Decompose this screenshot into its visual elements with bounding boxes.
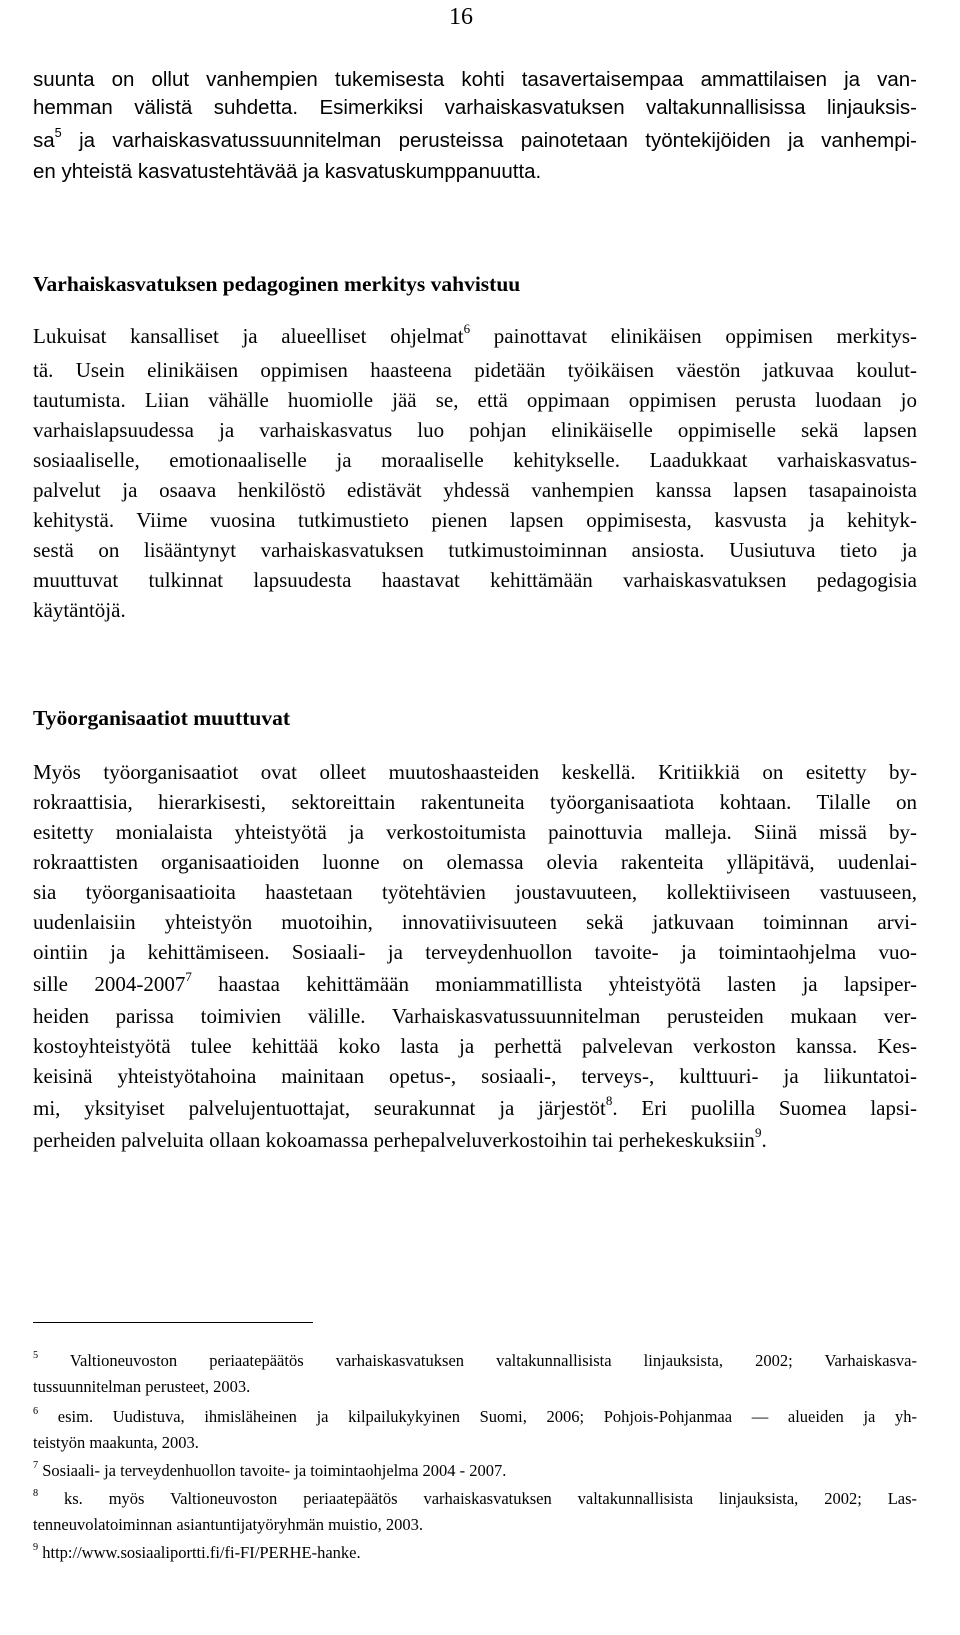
body-line: esitetty monialaista yhteistyötä ja verkostoitumista painottuvia malleja. Siinä missä by- [33,820,917,844]
section-heading-work-organisations: Työorganisaatiot muuttuvat [33,706,291,730]
body-line: kehitystä. Viime vuosina tutkimustieto pienen lapsen oppimisesta, kasvusta ja kehityk- [33,508,917,532]
footnote-5-cont: tussuunnitelman perusteet, 2003. [33,1377,251,1396]
intro-line: suunta on ollut vanhempien tukemisesta kohti tasavertaisempaa ammattilaisen ja van- [33,68,917,91]
text-segment: . [761,1128,767,1152]
body-line: käytäntöjä. [33,598,126,622]
intro-line [33,127,917,155]
footnote-number: 6 [33,1405,39,1417]
body-line [33,970,917,998]
footnote-separator [33,1322,313,1323]
text-segment: mi, yksityiset palvelujentuottajat, seurakunnat ja järjestöt [33,1096,606,1120]
body-line: muuttuvat tulkinnat lapsuudesta haastavat kehittämään varhaiskasvatuksen pedagogisia [33,568,917,592]
body-line [33,322,917,350]
footnote-text: ks. myös Valtioneuvoston periaatepäätös varhaiskasvatuksen valtakunnallisista linjauksista, 2002; Las- [64,1489,918,1508]
intro-line: en yhteistä kasvatustehtävää ja kasvatuskumppanuutta. [33,160,542,183]
body-line [33,1094,917,1122]
text-segment: sille 2004-2007 [33,972,186,996]
footnote-ref-6: 6 [463,321,471,337]
body-line: sosiaaliselle, emotionaaliselle ja moraaliselle kehitykselle. Laadukkaat varhaiskasvatus- [33,448,917,472]
body-line: tautumista. Liian vähälle huomiolle jää se, että oppimaan oppimisen perusta luodaan jo [33,388,917,412]
body-line: palvelut ja osaava henkilöstö edistävät yhdessä vanhempien kanssa lapsen tasapainoista [33,478,917,502]
footnote-number: 9 [33,1541,39,1553]
page-number: 16 [449,4,473,30]
footnote-8-cont: tenneuvolatoiminnan asiantuntijatyöryhmän muistio, 2003. [33,1515,423,1534]
footnote-text: Sosiaali- ja terveydenhuollon tavoite- ja toimintaohjelma 2004 - 2007. [42,1461,507,1480]
text-segment: painottavat elinikäisen oppimisen merkitys- [470,324,917,348]
body-line: ointiin ja kehittämiseen. Sosiaali- ja terveydenhuollon tavoite- ja toimintaohjelma vuo- [33,940,917,964]
intro-line: hemman välistä suhdetta. Esimerkiksi varhaiskasvatuksen valtakunnallisissa linjauksis- [33,96,917,119]
body-line: sestä on lisääntynyt varhaiskasvatuksen tutkimustoiminnan ansiosta. Uusiutuva tieto ja [33,538,917,562]
body-line: uudenlaisiin yhteistyön muotoihin, innovatiivisuuteen sekä jatkuvaan toiminnan arvi- [33,910,917,934]
footnote-ref-8: 8 [605,1093,613,1109]
body-line: varhaislapsuudessa ja varhaiskasvatus luo pohjan elinikäiselle oppimiselle sekä lapsen [33,418,917,442]
text-segment: ja varhaiskasvatussuunnitelman perusteissa painotetaan työntekijöiden ja vanhempi- [61,129,917,152]
body-line: rokraattisia, hierarkisesti, sektoreittain rakentuneita työorganisaatiota kohtaan. Tilalle on [33,790,917,814]
body-line: sia työorganisaatioita haastetaan työtehtävien joustavuuteen, kollektiiviseen vastuuseen, [33,880,917,904]
section-heading-pedagogy: Varhaiskasvatuksen pedagoginen merkitys vahvistuu [33,272,521,296]
footnote-link-text: http://www.sosiaaliportti.fi/fi-FI/PERHE-hanke. [42,1543,361,1562]
body-line: keisinä yhteistyötahoina mainitaan opetus-, sosiaali-, terveys-, kulttuuri- ja liikuntatoi- [33,1064,917,1088]
footnote-5 [33,1350,917,1372]
body-line: tä. Usein elinikäisen oppimisen haasteena pidetään työikäisen väestön jatkuvaa koulut- [33,358,917,382]
text-segment: perheiden palveluita ollaan kokoamassa perhepalveluverkostoihin tai perhekeskuksiin [33,1128,755,1152]
body-line [33,1126,917,1154]
footnote-ref-7: 7 [185,969,192,985]
footnote-number: 8 [33,1487,39,1499]
text-segment: . Eri puolilla Suomea lapsi- [612,1096,918,1120]
footnote-6 [33,1406,917,1428]
footnote-number: 5 [33,1349,39,1361]
footnote-ref-5: 5 [54,125,62,141]
footnote-8 [33,1488,917,1510]
footnote-9 [33,1542,917,1564]
body-line: rokraattisten organisaatioiden luonne on olemassa olevia rakenteita ylläpitävä, uudenlai- [33,850,917,874]
text-segment: Lukuisat kansalliset ja alueelliset ohjelmat [33,324,464,348]
body-line: kostoyhteistyötä tulee kehittää koko lasta ja perhettä palvelevan verkoston kanssa. Kes- [33,1034,917,1058]
text-segment: haastaa kehittämään moniammatillista yhteistyötä lasten ja lapsiper- [191,972,917,996]
footnote-text: Valtioneuvoston periaatepäätös varhaiskasvatuksen valtakunnallisista linjauksista, 2002; Varhaiskasva- [69,1351,918,1370]
body-line: heiden parissa toimivien välille. Varhaiskasvatussuunnitelman perusteiden mukaan ver- [33,1004,917,1028]
footnote-text: esim. Uudistuva, ihmisläheinen ja kilpailukykyinen Suomi, 2006; Pohjois-Pohjanmaa — alueiden ja yh- [57,1407,918,1426]
footnote-6-cont: teistyön maakunta, 2003. [33,1433,199,1452]
body-line: Myös työorganisaatiot ovat olleet muutoshaasteiden keskellä. Kritiikkiä on esitetty by- [33,760,917,784]
footnote-7 [33,1460,917,1482]
footnote-number: 7 [33,1459,39,1471]
text-segment: sa [33,129,55,152]
footnote-ref-9: 9 [754,1125,762,1141]
